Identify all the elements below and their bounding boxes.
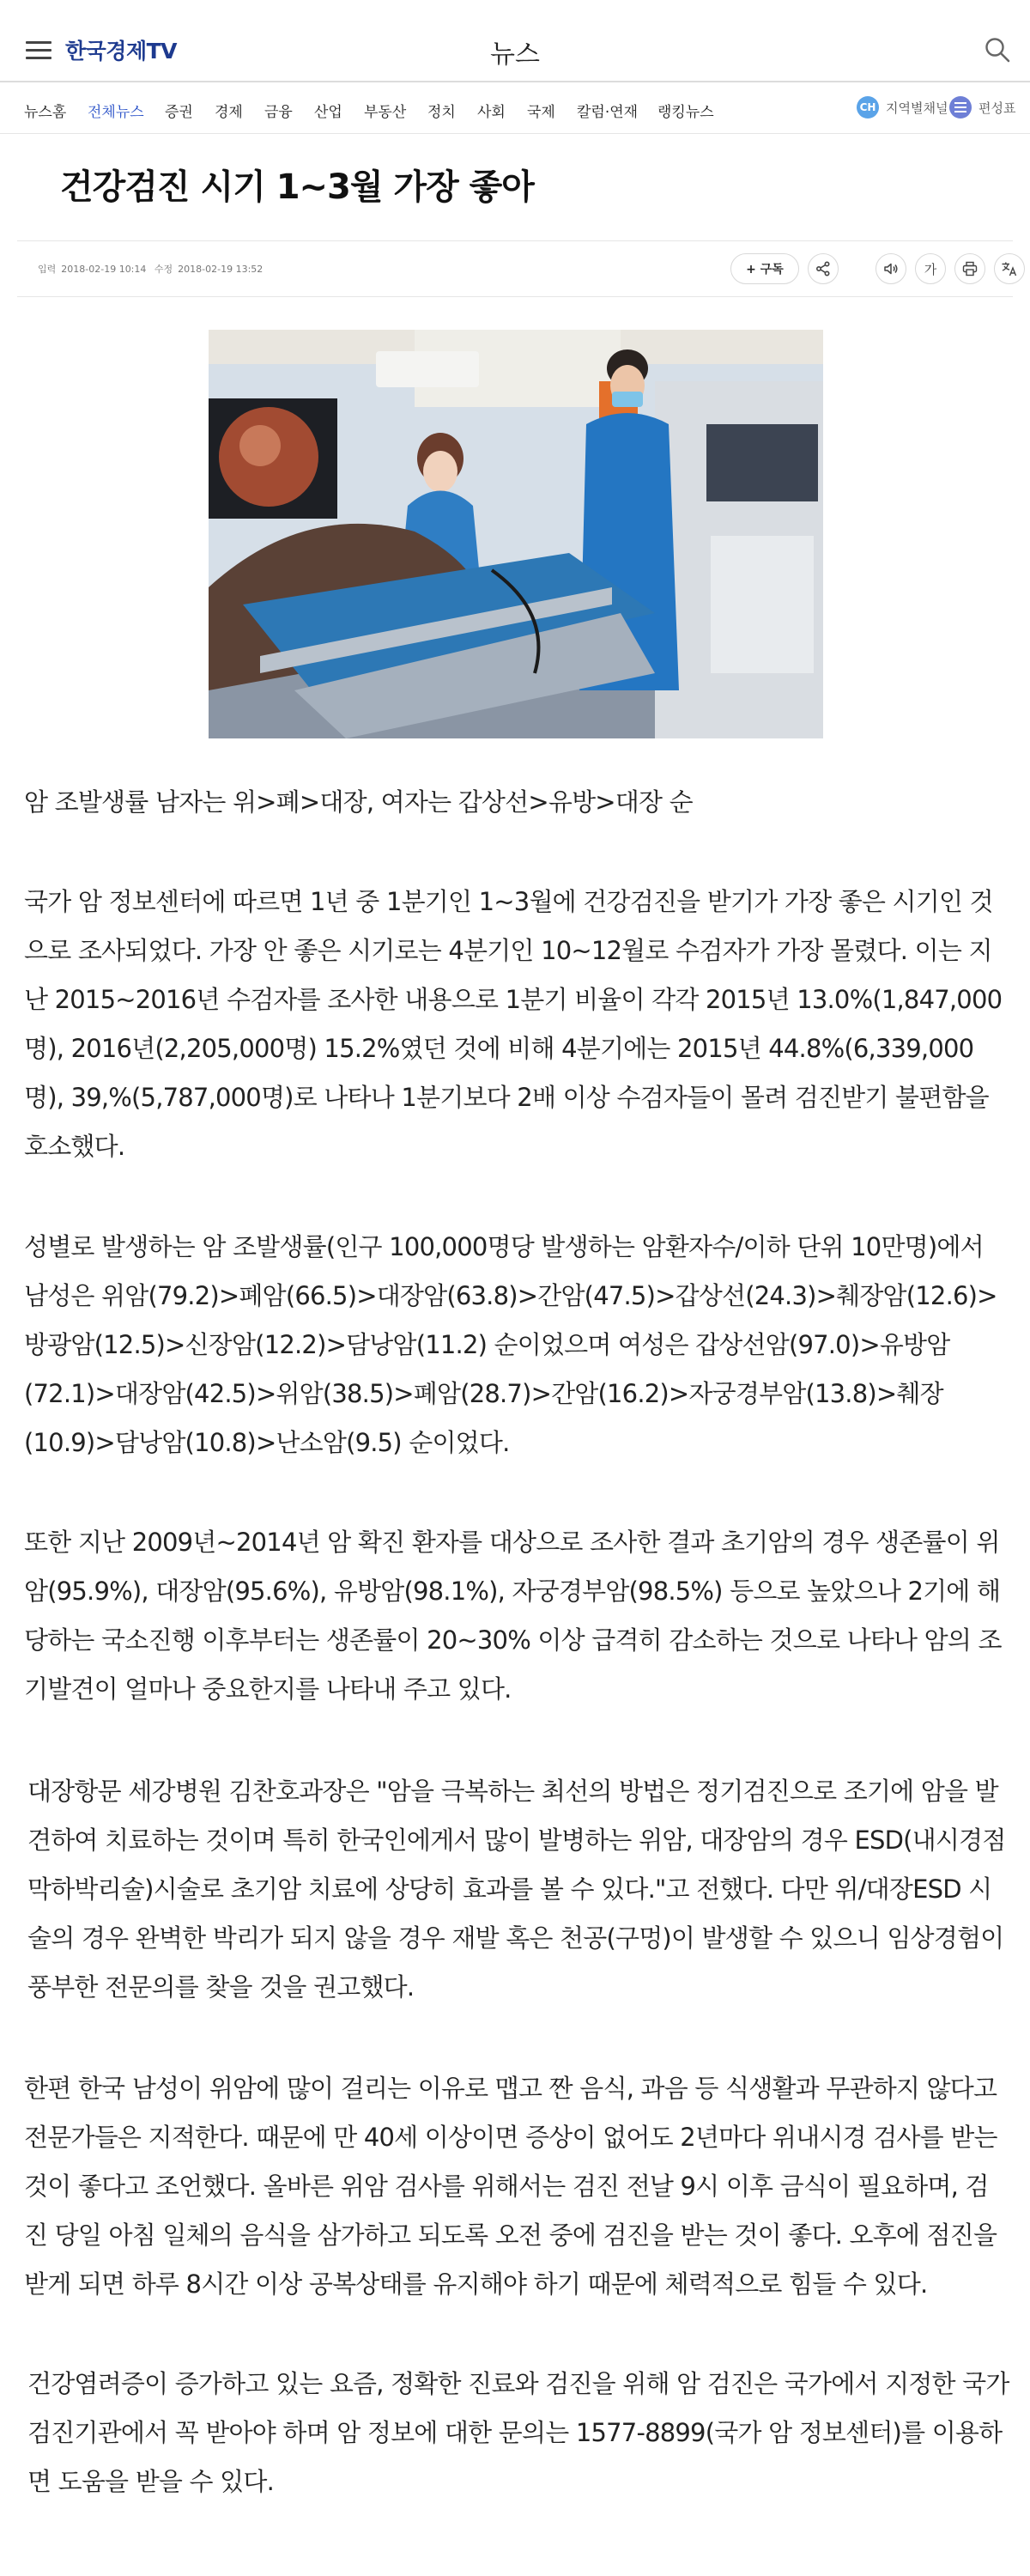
category-nav [0, 84, 1030, 134]
article-paragraph: 국가 암 정보센터에 따르면 1년 중 1분기인 1~3월에 건강검진을 받기가 가장 좋은 시기인 것으로 조사되었다. 가장 안 좋은 시기로는 4분기인 10~12월로 수검자가 가장 몰렸다. 이는 지난 2015~2016년 수검자를 조사한 내용으로 1분기 비율이 각각 2015년 13.0%(1,847,000명), 2016년(2,205,000명) 15.2%였던 것에 비해 4분기에는 2015년 44.8%(6,339,000명), 39,%(5,787,000명)로 나타나 1분기보다 2배 이상 수검자들이 몰려 검진받기 불편함을 호소했다. [24, 887, 1003, 1161]
site-header [0, 0, 1030, 82]
nav-item-all-news[interactable]: 전체뉴스 [88, 104, 144, 121]
article-meta-bar [17, 240, 1013, 297]
site-logo[interactable]: 한국경제TV [65, 39, 178, 64]
schedule-list-icon [949, 96, 972, 118]
font-size-button[interactable]: 가 [915, 253, 946, 284]
schedule-link[interactable] [949, 96, 1015, 118]
updated-label: 수정 [154, 264, 173, 275]
nav-item-international[interactable]: 국제 [527, 104, 555, 121]
updated-date: 2018-02-19 13:52 [178, 264, 264, 275]
article-paragraph: 성별로 발생하는 암 조발생률(인구 100,000명당 발생하는 암환자수/이하 단위 10만명)에서 남성은 위암(79.2)>폐암(66.5)>대장암(63.8)>간암(47.5)>갑상선(24.3)>췌장암(12.6)>방광암(12.5)>신장암(12.2)>담낭암(11.2) 순이었으며 여성은 갑상선암(97.0)>유방암(72.1)>대장암(42.5)>위암(38.5)>폐암(28.7)>간암(16.2)>자궁경부암(13.8)>췌장(10.9)>담낭암(10.8)>난소암(9.5) 순이었다. [24, 1232, 997, 1457]
nav-item-society[interactable]: 사회 [477, 104, 506, 121]
nav-item-industry[interactable]: 산업 [314, 104, 342, 121]
nav-item-ranking[interactable]: 랭킹뉴스 [657, 104, 714, 121]
regional-channel-label: 지역별채널 [886, 100, 948, 116]
article-paragraph: 한편 한국 남성이 위암에 많이 걸리는 이유로 맵고 짠 음식, 과음 등 식생활과 무관하지 않다고 전문가들은 지적한다. 때문에 만 40세 이상이면 증상이 없어도 2년마다 위내시경 검사를 받는 것이 좋다고 조언했다. 올바른 위암 검사를 위해서는 검진 전날 9시 이후 금식이 필요하며, 검진 당일 아침 일체의 음식을 삼가하고 되도록 오전 중에 검진을 받는 것이 좋다. 오후에 점진을 받게 되면 하루 8시간 이상 공복상태를 유지해야 하기 때문에 체력적으로 힘들 수 있다. [24, 2074, 997, 2299]
regional-channel-link[interactable] [857, 96, 948, 118]
article-paragraph: 암 조발생률 남자는 위>폐>대장, 여자는 갑상선>유방>대장 순 [24, 787, 693, 817]
nav-item-politics[interactable]: 정치 [427, 104, 456, 121]
channel-badge-icon: CH [857, 96, 879, 118]
nav-item-real-estate[interactable]: 부동산 [364, 104, 407, 121]
speaker-icon[interactable] [876, 253, 906, 284]
article-photo [209, 330, 823, 738]
article-paragraph: 대장항문 세강병원 김찬호과장은 "암을 극복하는 최선의 방법은 정기검진으로 조기에 암을 발견하여 치료하는 것이며 특히 한국인에게서 많이 발병하는 위암, 대장암의 경우 ESD(내시경점막하박리술)시술로 초기암 치료에 상당히 효과를 볼 수 있다."고 전했다. 다만 위/대장ESD 시술의 경우 완벽한 박리가 되지 않을 경우 재발 혹은 천공(구멍)이 발생할 수 있으니 임상경험이 풍부한 전문의를 찾을 것을 권고했다. [27, 1777, 1006, 2002]
schedule-label: 편성표 [978, 100, 1016, 116]
print-icon[interactable] [954, 253, 985, 284]
translate-icon[interactable] [994, 253, 1025, 284]
article-headline: 건강검진 시기 1~3월 가장 좋아 [60, 167, 534, 207]
article-dates [38, 262, 268, 276]
nav-item-economy[interactable]: 경제 [215, 104, 243, 121]
nav-item-columns[interactable]: 칼럼·연재 [577, 104, 639, 121]
article-paragraph: 건강염려증이 증가하고 있는 요즘, 정확한 진료와 검진을 위해 암 검진은 국가에서 지정한 국가검진기관에서 꼭 받아야 하며 암 정보에 대한 문의는 1577-8899(국가 암 정보센터)를 이용하면 도움을 받을 수 있다. [27, 2369, 1009, 2496]
subscribe-button[interactable]: + 구독 [730, 253, 799, 284]
article-paragraph: 또한 지난 2009년~2014년 암 확진 환자를 대상으로 조사한 결과 초기암의 경우 생존률이 위암(95.9%), 대장암(95.6%), 유방암(98.1%), 자궁경부암(98.5%) 등으로 높았으나 2기에 해당하는 국소진행 이후부터는 생존률이 20~30% 이상 급격히 감소하는 것으로 나타나 암의 조기발견이 얼마나 중요한지를 나타내 주고 있다. [24, 1528, 1002, 1704]
nav-item-news-home[interactable]: 뉴스홈 [24, 104, 67, 121]
published-label: 입력 [38, 264, 57, 275]
search-icon[interactable] [984, 36, 1011, 64]
nav-item-stocks[interactable]: 증권 [165, 104, 193, 121]
section-title: 뉴스 [490, 39, 540, 70]
share-icon[interactable] [808, 253, 839, 284]
nav-item-finance[interactable]: 금융 [264, 104, 293, 121]
published-date: 2018-02-19 10:14 [61, 264, 147, 275]
